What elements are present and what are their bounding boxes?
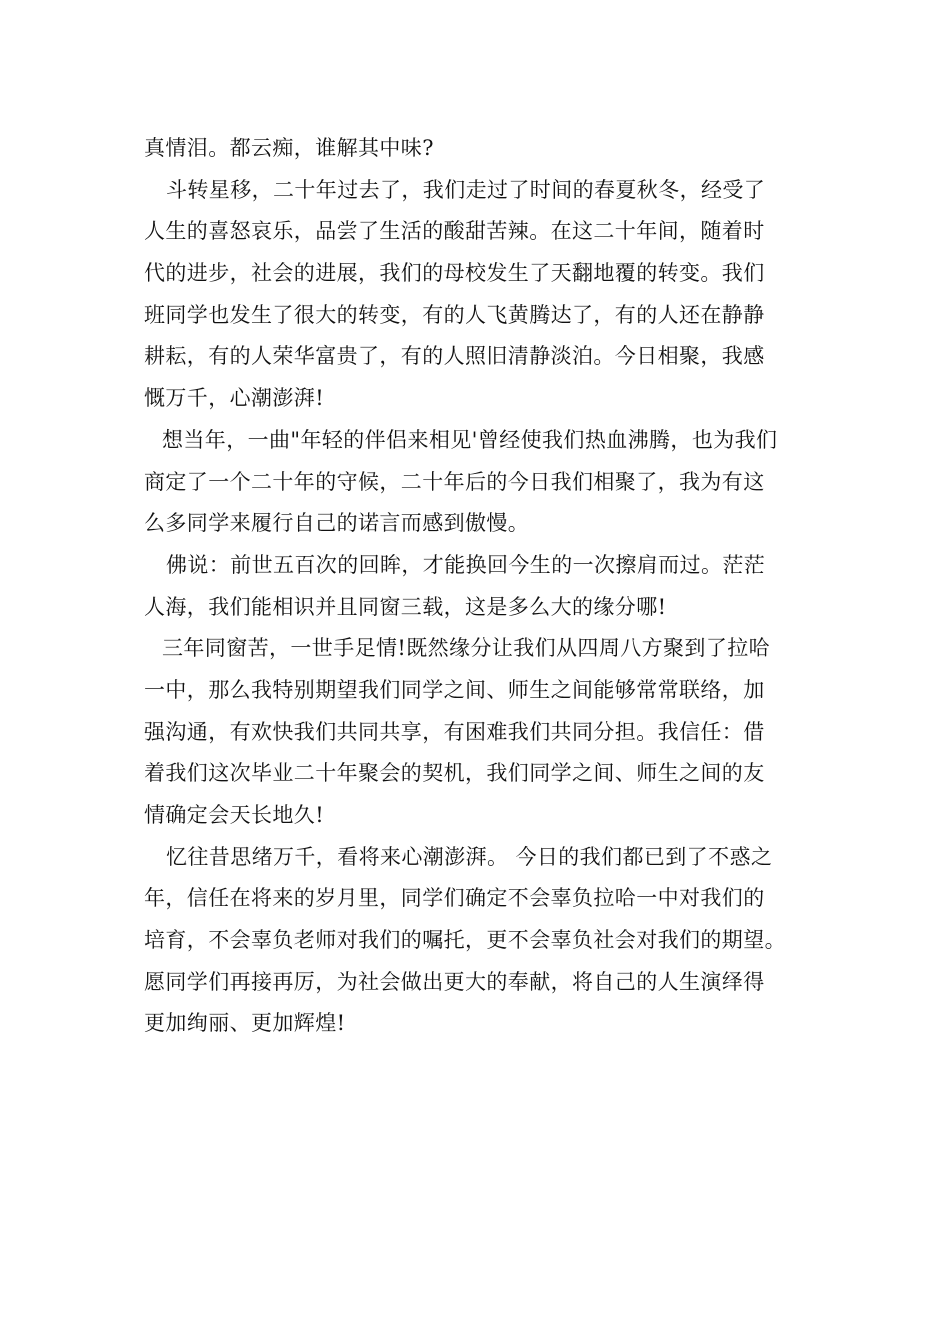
text-line: 愿同学们再接再厉，为社会做出更大的奉献，将自己的人生演绎得: [144, 969, 765, 994]
text-line: 慨万千，心潮澎湃!: [144, 386, 325, 411]
text-line: 么多同学来履行自己的诺言而感到傲慢。: [144, 511, 530, 536]
text-line: 一中，那么我特别期望我们同学之间、师生之间能够常常联络，加: [144, 677, 765, 702]
document-body: [144, 128, 824, 1045]
text-line: 忆往昔思绪万千，看将来心潮澎湃。 今日的我们都已到了不惑之: [166, 844, 773, 869]
text-line: 想当年，一曲"年轻的伴侣来相见'曾经使我们热血沸腾，也为我们: [162, 427, 778, 452]
text-line: 真情泪。都云痴，谁解其中味?: [144, 136, 434, 160]
text-line: 年，信任在将来的岁月里，同学们确定不会辜负拉哈一中对我们的: [144, 886, 765, 911]
text-line: 更加绚丽、更加辉煌!: [144, 1011, 346, 1036]
text-line: 人海，我们能相识并且同窗三载，这是多么大的缘分哪!: [144, 594, 667, 619]
text-line: 人生的喜怒哀乐，品尝了生活的酸甜苦辣。在这二十年间，随着时: [144, 219, 765, 244]
text-line: 代的进步，社会的进展，我们的母校发生了天翻地覆的转变。我们: [144, 261, 765, 286]
text-line: 着我们这次毕业二十年聚会的契机，我们同学之间、师生之间的友: [144, 761, 765, 786]
text-line: 斗转星移，二十年过去了，我们走过了时间的春夏秋冬，经受了: [166, 177, 766, 202]
text-line: 情确定会天长地久!: [144, 803, 325, 827]
text-line: 培育，不会辜负老师对我们的嘱托，更不会辜负社会对我们的期望。: [144, 928, 786, 953]
text-line: 商定了一个二十年的守候，二十年后的今日我们相聚了，我为有这: [144, 469, 765, 494]
text-line: 班同学也发生了很大的转变，有的人飞黄腾达了，有的人还在静静: [144, 302, 765, 327]
text-line: 三年同窗苦，一世手足情!既然缘分让我们从四周八方聚到了拉哈: [162, 636, 771, 661]
text-line: 佛说：前世五百次的回眸，才能换回今生的一次擦肩而过。茫茫: [166, 552, 766, 577]
text-line: 耕耘，有的人荣华富贵了，有的人照旧清静淡泊。今日相聚，我感: [144, 344, 765, 369]
text-line: 强沟通，有欢快我们共同共享，有困难我们共同分担。我信任：借: [144, 719, 765, 744]
